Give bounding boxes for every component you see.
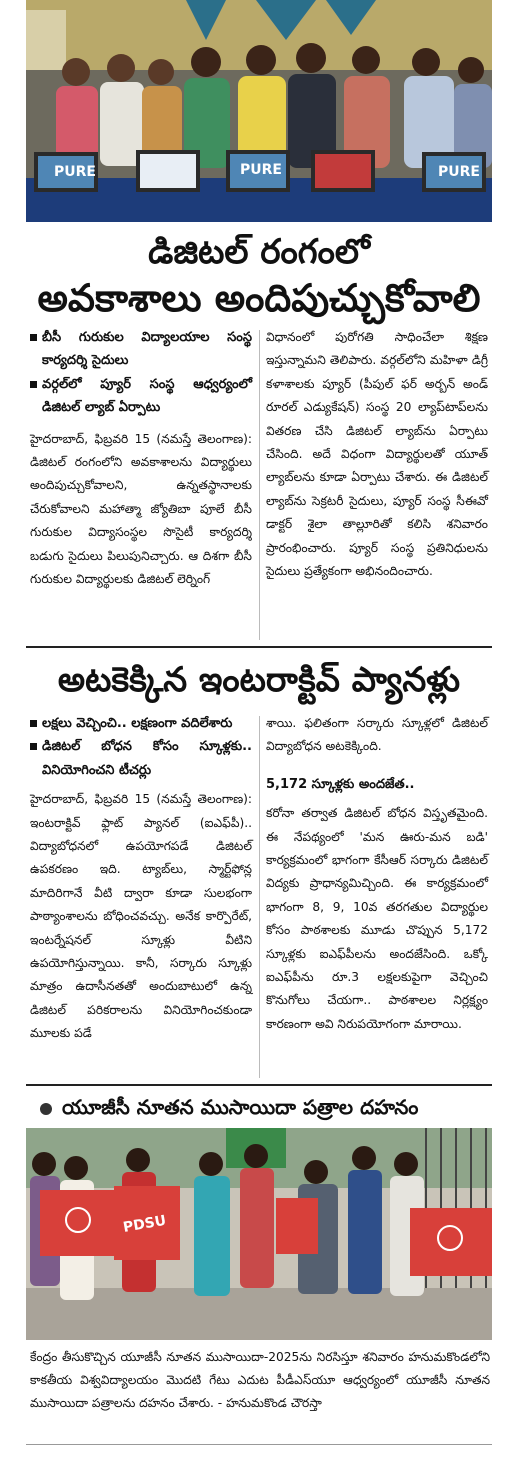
article2-right-column xyxy=(266,712,488,1036)
article1-headline-line1: డిజిటల్ రంగంలో xyxy=(148,232,370,272)
bullet-square-icon xyxy=(30,720,37,727)
bullet-dot-icon xyxy=(40,1103,52,1115)
laptop-screen-text: PURE xyxy=(438,164,480,180)
article1-bullet-text: వర్గల్‌లో ప్యూర్ సంస్థ ఆధ్వర్యంలో డిజిటల్ ల్యాబ్ ఏర్పాటు xyxy=(42,376,252,416)
article2-bullet-text: డిజిటల్ బోధన కోసం స్కూళ్లకు.. వినియోగించని టీచర్లు xyxy=(42,739,252,778)
article2-body-left: హైదరాబాద్, ఫిబ్రవరి 15 (నమస్తే తెలంగాణ): ఇంటరాక్టివ్ ఫ్లాట్ ప్యానల్ (ఐఎఫ్‌పీ).. విద్యాబోధనలో ఉపయోగపడే డిజిటల్ ఉపకరణం ఇది. ట్యాబ్‌లు, స్మార్ట్‌ఫోన్ల మాదిరిగానే వీటి ద్వారా కూడా సులభంగా పాఠ్యాంశాలను బోధించవచ్చు. అనేక కార్పొరేట్, ఇంటర్నేషనల్ స్కూళ్లు వీటిని ఉపయోగిస్తున్నాయి. కానీ, సర్కారు స్కూళ్లు మాత్రం ఉదాసీనతతో అందుబాటులో ఉన్న డిజిటల్ పరికరాలను వినియోగించకుండా మూలకు పడే xyxy=(30,792,252,1041)
laptop-screen-text: PURE xyxy=(240,162,282,178)
article2-body-right-2: కరోనా తర్వాత డిజిటల్ బోధన విస్తృతమైంది. ఈ నేపథ్యంలో 'మన ఊరు-మన బడి' కార్యక్రమంలో భాగంగా కేసీఆర్ సర్కారు డిజిటల్ విద్యకు ప్రాధాన్యమిచ్చింది. ఈ కార్యక్రమంలో భాగంగా 8, 9, 10వ తరగతుల విద్యార్థుల కోసం పాఠశాలకు మూడు చొప్పున 5,172 స్కూళ్లకు ఐఎఫ్‌పీలను అందజేసింది. ఒక్కో ఐఎఫ్‌పీను రూ.3 లక్షలకుపైగా వెచ్చించి కొనుగోలు చేయగా.. పాఠశాలల నిర్లక్ష్యం కారణంగా అవి నిరుపయోగంగా మారాయి. xyxy=(266,806,488,1031)
article1-body-right: విధానంలో పురోగతి సాధించేలా శిక్షణ ఇస్తున్నామని తెలిపారు. వర్గల్‌లోని మహిళా డిగ్రీ కళాశాలకు ప్యూర్ (పీపుల్ ఫర్ అర్బన్ అండ్ రూరల్ ఎడ్యుకేషన్) సంస్థ 20 ల్యాప్‌టాప్‌లను వితరణ చేసి డిజిటల్ ల్యాబ్‌ను ఏర్పాటు చేసింది. అదే విధంగా విద్యార్థులతో యూత్ ల్యాబ్‌లను కూడా ఏర్పాటు చేశారు. ఈ డిజిటల్ ల్యాబ్‌ను సెక్రటరీ సైదులు, ప్యూర్ సంస్థ సీఈవో డాక్టర్ శైలా తాల్లూరితో కలిసి శనివారం ప్రారంభించారు. ప్యూర్ సంస్థ ప్రతినిధులను సైదులు ప్రత్యేకంగా అభినందించారు. xyxy=(266,330,488,579)
bullet-square-icon xyxy=(30,381,37,388)
article1-bullet xyxy=(30,373,252,420)
article2-bullet xyxy=(30,735,252,782)
section-divider xyxy=(26,1084,492,1086)
column-divider xyxy=(259,330,260,640)
article1-left-column xyxy=(30,326,252,591)
pdsu-banner-text: PDSU xyxy=(121,1212,168,1236)
article2-bullet-text: లక్షలు వెచ్చించి.. లక్షణంగా వదిలేశారు xyxy=(42,716,233,731)
article2-body-right-1: శాయి. ఫలితంగా సర్కారు స్కూళ్లలో డిజిటల్ విద్యాబోధన అటకెక్కింది. xyxy=(266,716,488,754)
bullet-square-icon xyxy=(30,743,37,750)
article2-headline: అటకెక్కిన ఇంటరాక్టివ్ ప్యానళ్లు xyxy=(57,660,461,700)
laptop-screen-text: PURE xyxy=(54,164,96,180)
article1-body-left: హైదరాబాద్, ఫిబ్రవరి 15 (నమస్తే తెలంగాణ): డిజిటల్ రంగంలోని అవకాశాలను విద్యార్థులు అందిపుచ్చుకోవాలని, ఉన్నతస్థానాలకు చేరుకోవాలని మహాత్మా జ్యోతిబా పూలే బీసీ గురుకుల విద్యాసంస్థల సొసైటీ కార్యదర్శి బడుగు సైదులు పిలుపునిచ్చారు. ఆ దిశగా బీసీ గురుకుల విద్యార్థులకు డిజిటల్ లెర్నింగ్ xyxy=(30,431,252,587)
article1-right-column xyxy=(266,326,488,583)
protest-photo xyxy=(26,1128,492,1340)
article2-left-column xyxy=(30,712,252,1046)
article1-bullet xyxy=(30,326,252,373)
article3-headline xyxy=(40,1094,418,1120)
article1-headline-line2: అవకాశాలు అందిపుచ్చుకోవాలి xyxy=(37,276,481,320)
article3-headline-text: యూజీసీ నూతన ముసాయిదా పత్రాల దహనం xyxy=(62,1095,419,1119)
bullet-square-icon xyxy=(30,334,37,341)
article2-subhead: 5,172 స్కూళ్లకు అందజేత.. xyxy=(266,776,415,792)
photo-caption: కేంద్రం తీసుకొచ్చిన యూజీసీ నూతన ముసాయిదా-2025ను నిరసిస్తూ శనివారం హనుమకొండలోని కాకతీయ విశ్వవిద్యాలయం మొదటి గేటు ఎదుట పీడీఎస్‌యూ ఆధ్వర్యంలో యూజీసీ నూతన ముసాయిదా పత్రాలను దహనం చేశారు. - హనుమకొండ చౌరస్తా xyxy=(30,1350,490,1410)
article1-bullet-text: బీసీ గురుకుల విద్యాలయాల సంస్థ కార్యదర్శి సైదులు xyxy=(42,330,252,369)
column-divider xyxy=(259,716,260,1078)
laptop-distribution-photo xyxy=(26,0,492,222)
bottom-divider xyxy=(26,1444,492,1445)
section-divider xyxy=(26,646,492,648)
article2-bullet xyxy=(30,712,252,735)
